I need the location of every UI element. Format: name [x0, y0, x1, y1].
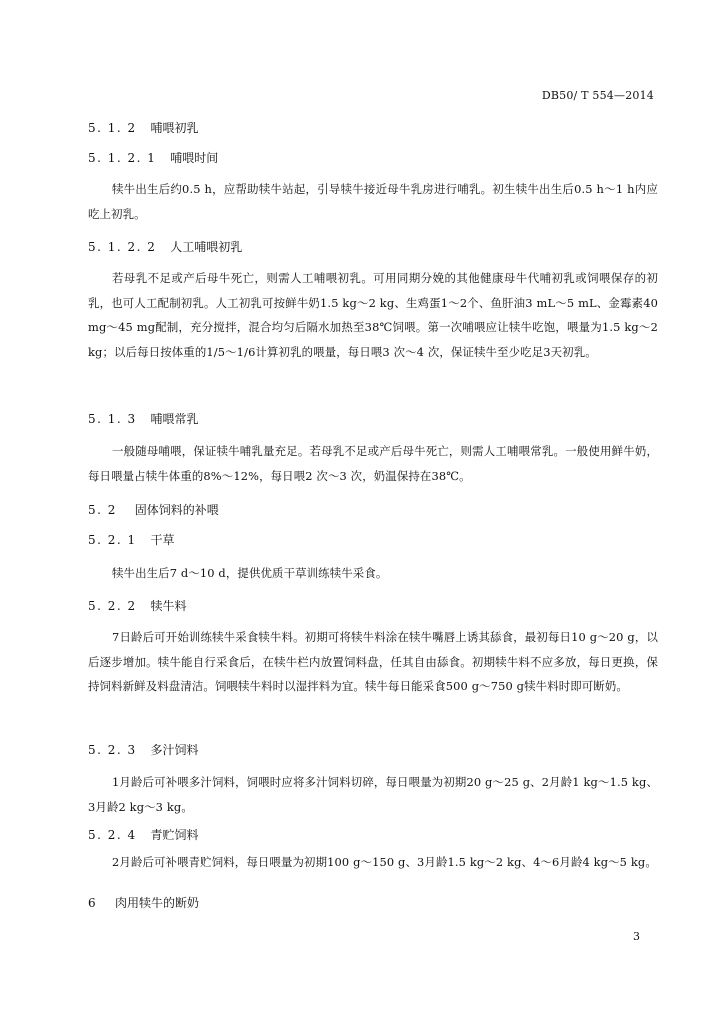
heading-title: 哺喂初乳 — [150, 121, 199, 135]
heading-number: 5. 2 — [88, 503, 117, 517]
heading-title: 哺喂时间 — [170, 151, 219, 165]
paragraph-hay: 犊牛出生后7 d～10 d，提供优质干草训练犊牛采食。 — [112, 566, 388, 580]
heading-5-1-2-1 — [88, 149, 218, 166]
paragraph-calf-feed: 7日龄后可开始训练犊牛采食犊牛料。初期可将犊牛料涂在犊牛嘴唇上诱其舔食，最初每日10 g～20 g，以后逐步增加。犊牛能自行采食后，在犊牛栏内放置饲料盘，任其自由舔食。初期犊牛料不应多放，每日更换，保持饲料新鲜及料盘清洁。饲喂犊牛料时以湿拌料为宜。犊牛每日能采食500 g～750 g犊牛料时即可断奶。 — [88, 630, 658, 694]
page-number: 3 — [633, 930, 640, 943]
heading-title: 哺喂常乳 — [150, 412, 199, 426]
heading-title: 肉用犊牛的断奶 — [114, 896, 199, 910]
paragraph-succulent-feed: 1月龄后可补喂多汁饲料，饲喂时应将多汁饲料切碎，每日喂量为初期20 g～25 g、2月龄1 kg～1.5 kg、3月龄2 kg～3 kg。 — [88, 775, 658, 814]
heading-title: 固体饲料的补喂 — [134, 503, 219, 517]
paragraph-artificial-colostrum: 若母乳不足或产后母牛死亡，则需人工哺喂初乳。可用同期分娩的其他健康母牛代哺初乳或饲喂保存的初乳，也可人工配制初乳。人工初乳可按鲜牛奶1.5 kg～2 kg、生鸡蛋1～2个、鱼肝油3 mL～5 mL、金霉素40 mg～45 mg配制，充分搅拌，混合均匀后隔水加热至38℃饲喂。第一次哺喂应让犊牛吃饱，喂量为1.5 kg～2 kg；以后每日按体重的1/5～1/6计算初乳的喂量，每日喂3 次～4 次，保证犊牛至少吃足3天初乳。 — [88, 271, 658, 359]
heading-5-1-3 — [88, 410, 199, 427]
heading-5-2-2 — [88, 597, 187, 614]
heading-number: 5. 2. 3 — [88, 743, 137, 757]
heading-6 — [88, 894, 199, 911]
heading-number: 5. 1. 2 — [88, 121, 137, 135]
heading-5-1-2-2 — [88, 238, 242, 255]
heading-title: 人工哺喂初乳 — [170, 240, 243, 254]
paragraph-regular-milk: 一般随母哺喂，保证犊牛哺乳量充足。若母乳不足或产后母牛死亡，则需人工哺喂常乳。一般使用鲜牛奶，每日喂量占犊牛体重的8%～12%，每日喂2 次～3 次，奶温保持在38℃。 — [88, 444, 658, 483]
heading-number: 6 — [88, 896, 98, 910]
heading-title: 犊牛料 — [150, 599, 187, 613]
heading-title: 青贮饲料 — [150, 828, 199, 842]
heading-5-2 — [88, 501, 219, 518]
heading-number: 5. 1. 2. 2 — [88, 240, 157, 254]
heading-number: 5. 2. 2 — [88, 599, 137, 613]
paragraph-feeding-time: 犊牛出生后约0.5 h，应帮助犊牛站起，引导犊牛接近母牛乳房进行哺乳。初生犊牛出生后0.5 h～1 h内应吃上初乳。 — [88, 182, 658, 221]
paragraph-silage: 2月龄后可补喂青贮饲料，每日喂量为初期100 g～150 g、3月龄1.5 kg～2 kg、4～6月龄4 kg～5 kg。 — [112, 855, 657, 869]
heading-title: 多汁饲料 — [150, 743, 199, 757]
heading-5-2-3 — [88, 741, 199, 758]
heading-number: 5. 1. 2. 1 — [88, 151, 157, 165]
heading-title: 干草 — [150, 533, 175, 547]
heading-number: 5. 2. 1 — [88, 533, 137, 547]
standard-code: DB50/ T 554—2014 — [541, 89, 654, 102]
heading-5-2-1 — [88, 531, 175, 548]
heading-number: 5. 2. 4 — [88, 828, 137, 842]
heading-number: 5. 1. 3 — [88, 412, 137, 426]
heading-5-1-2 — [88, 119, 199, 136]
heading-5-2-4 — [88, 826, 199, 843]
